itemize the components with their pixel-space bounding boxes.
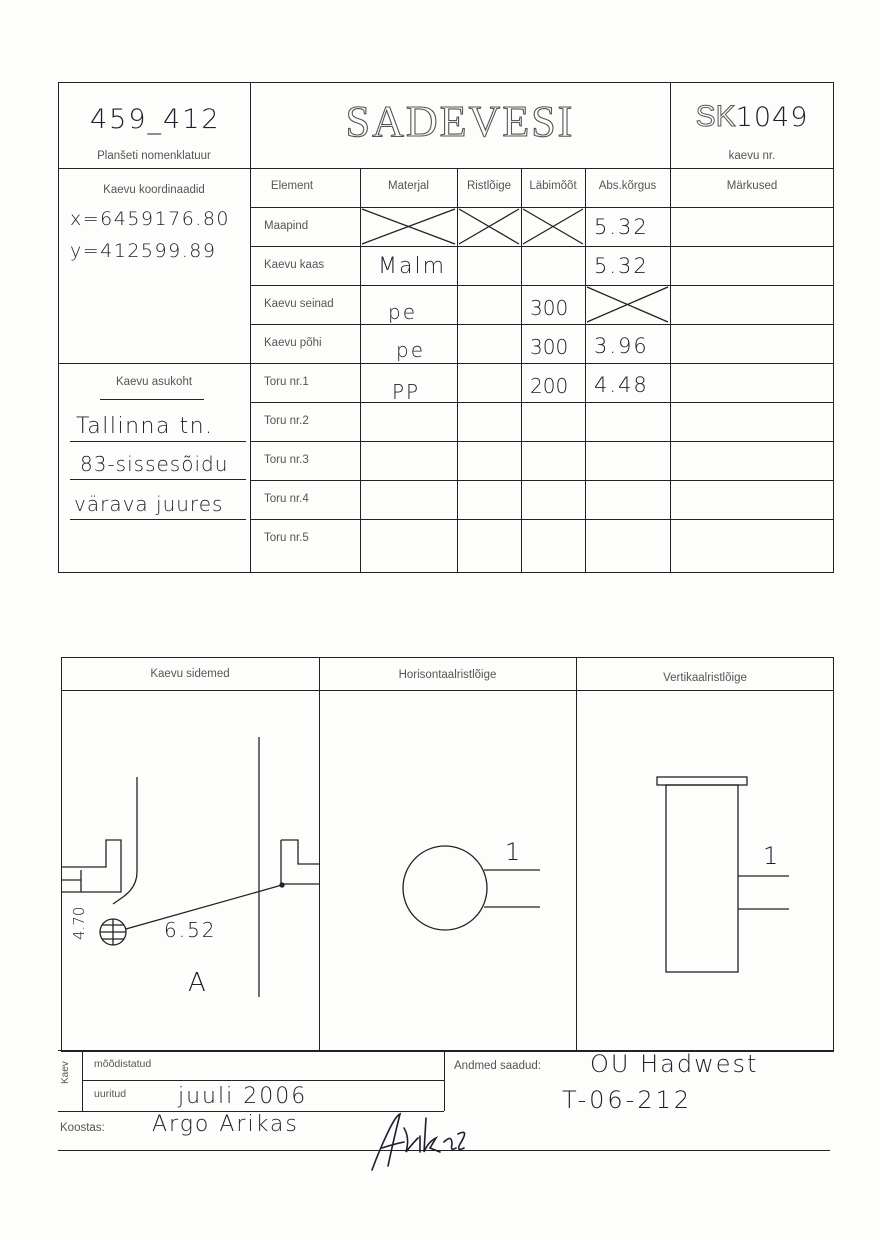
data-from-value: OÜ Hadwest bbox=[590, 1050, 759, 1078]
well-number-label: kaevu nr. bbox=[728, 150, 776, 162]
material-value: Malm bbox=[378, 254, 447, 279]
data-from-label: Andmed saadud: bbox=[454, 1060, 541, 1072]
table-row-element: Maapind bbox=[264, 220, 309, 232]
horizontal-section-sketch bbox=[320, 692, 576, 1050]
table-row-element: Toru nr.1 bbox=[264, 376, 309, 388]
table-row-element: Kaevu seinad bbox=[264, 298, 334, 310]
coordinate-y: y=412599.89 bbox=[70, 240, 217, 262]
height-value: 4.48 bbox=[594, 373, 649, 397]
material-value: pe bbox=[396, 338, 425, 362]
manhole-shaft bbox=[666, 785, 738, 972]
height-value: 5.32 bbox=[594, 215, 649, 239]
vertical-section-sketch bbox=[577, 692, 834, 1050]
table-header-notes: Märkused bbox=[726, 180, 778, 192]
diameter-value: 300 bbox=[530, 335, 569, 359]
na-cross-marks bbox=[0, 0, 880, 600]
location-label: Kaevu asukoht bbox=[115, 376, 193, 388]
table-header-material: Materjal bbox=[388, 180, 429, 192]
diameter-value: 200 bbox=[530, 374, 569, 398]
panel-title-vertical: Vertikaalristlõige bbox=[663, 672, 747, 684]
location-line-2: 83-sissesõidu bbox=[80, 452, 229, 476]
table-row-element: Kaevu kaas bbox=[264, 259, 325, 271]
table-header-diameter: Läbimõõt bbox=[529, 180, 577, 192]
panel-title-horizontal: Horisontaalristlõige bbox=[398, 669, 497, 681]
job-number: T-06-212 bbox=[562, 1086, 693, 1114]
pipe-number-vertical: 1 bbox=[763, 842, 781, 870]
building-outline bbox=[61, 840, 121, 892]
building-outline bbox=[281, 840, 319, 864]
tie-distance: 6.52 bbox=[164, 918, 217, 942]
nomenclature-value: 459_412 bbox=[90, 104, 221, 135]
table-header-section: Ristlõige bbox=[466, 180, 512, 192]
material-value: PP bbox=[392, 380, 421, 404]
author-value: Argo Arikas bbox=[152, 1112, 299, 1137]
table-row-element: Kaevu põhi bbox=[264, 337, 322, 349]
height-value: 3.96 bbox=[594, 334, 649, 358]
mapped-label: mõõdistatud bbox=[94, 1058, 152, 1070]
signature bbox=[360, 1108, 470, 1178]
panel-title-ties: Kaevu sidemed bbox=[150, 668, 230, 680]
tie-point bbox=[280, 883, 284, 887]
height-value: 5.32 bbox=[594, 254, 649, 278]
manhole-circle bbox=[403, 846, 487, 930]
location-line-3: värava juures bbox=[74, 492, 224, 516]
location-line-1: Tallinna tn. bbox=[76, 414, 214, 439]
inspected-value: juuli 2006 bbox=[178, 1084, 308, 1109]
nomenclature-label: Planšeti nomenklatuur bbox=[97, 150, 211, 162]
table-row-element: Toru nr.5 bbox=[264, 532, 309, 544]
page-title: SADEVESI bbox=[345, 97, 575, 146]
table-header-height: Abs.kõrgus bbox=[598, 180, 657, 192]
table-row-element: Toru nr.4 bbox=[264, 493, 309, 505]
coordinates-label: Kaevu koordinaadid bbox=[103, 184, 205, 196]
coordinate-x: x=6459176.80 bbox=[70, 208, 230, 230]
divider bbox=[82, 1080, 444, 1081]
table-header-element: Element bbox=[270, 180, 314, 192]
divider bbox=[82, 1050, 83, 1111]
tie-small-value: 4.70 bbox=[70, 906, 88, 940]
pipe-number-horizontal: 1 bbox=[505, 838, 523, 866]
well-number: 1049 bbox=[735, 102, 809, 133]
inspected-label: uuritud bbox=[94, 1088, 127, 1100]
side-label: Kaev bbox=[60, 1061, 71, 1084]
table-row-element: Toru nr.2 bbox=[264, 415, 309, 427]
table-row-element: Toru nr.3 bbox=[264, 454, 309, 466]
material-value: pe bbox=[388, 300, 417, 324]
author-label: Koostas: bbox=[60, 1122, 105, 1134]
divider bbox=[444, 1050, 445, 1111]
well-code-prefix: SK bbox=[695, 100, 736, 133]
diameter-value: 300 bbox=[530, 296, 569, 320]
tie-point-label: A bbox=[188, 968, 208, 998]
divider bbox=[61, 690, 834, 691]
manhole-lid bbox=[657, 777, 747, 785]
